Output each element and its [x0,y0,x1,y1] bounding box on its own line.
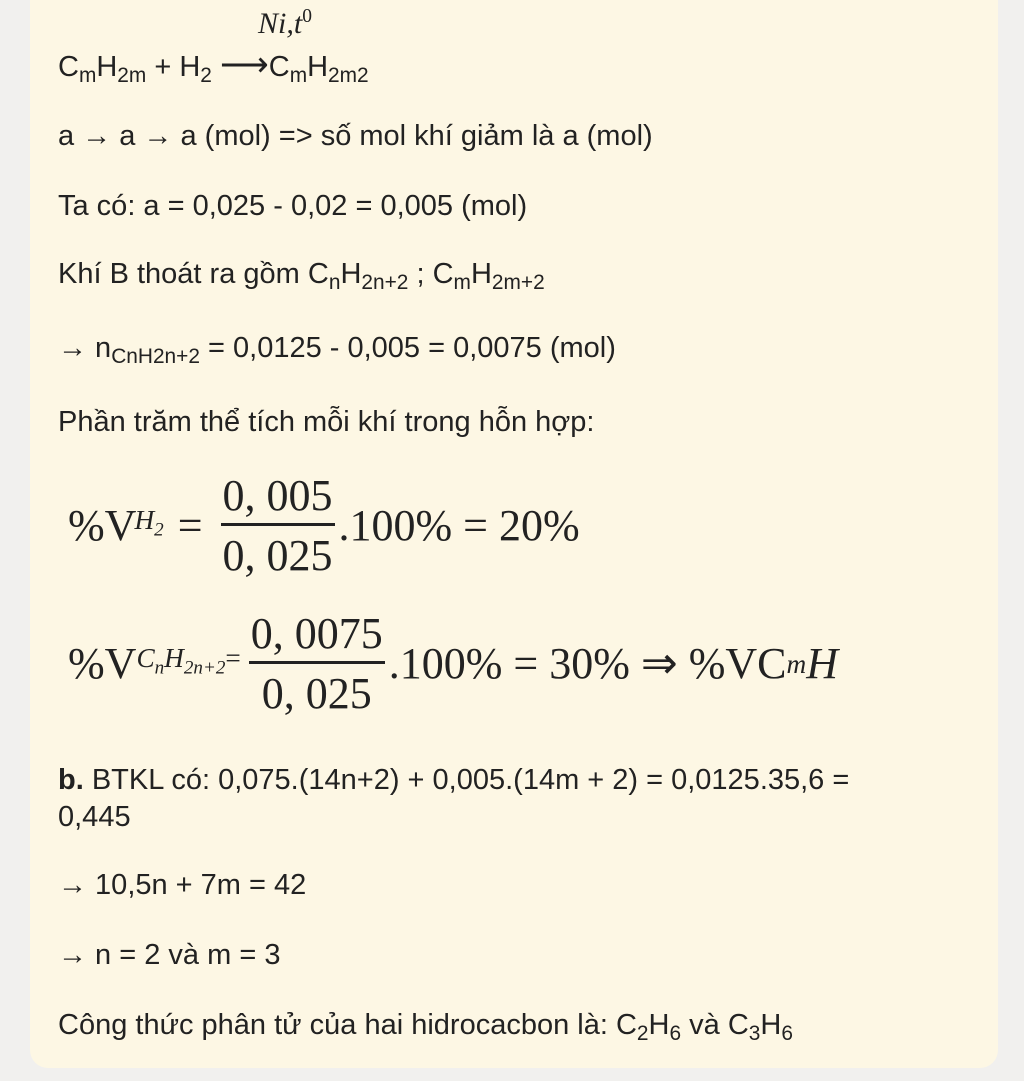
fraction-cnh2n2: $\frac{0, 0075}{0, 025}$ [250,609,383,718]
mol-line: a → a → a (mol) => số mol khí giảm là a (mol) [58,120,653,152]
reaction-arrow: ⟶ [219,46,269,84]
phan-tram-heading: Phần trăm thể tích mỗi khí trong hỗn hợp: [58,406,595,438]
n-line: → $n_{CnH2n+2} = 0,0125 - 0,005 = 0,0075$ (mol) [58,332,616,368]
fraction-h2: $\frac{0, 005}{0, 025}$ [222,471,333,580]
ta-co-line: Ta có: a = 0,025 - 0,02 = 0,005 (mol) [58,190,528,222]
formula-line: Công thức phân tử của hai hidrocacbon là: $C_2H_6$ và $C_3H_6$ [58,1009,793,1045]
part-b-line: b. BTKL có: 0,075.(14n+2) + 0,005.(14m + 2) = 0,0125.35,6 = [58,764,850,796]
reaction-condition: $Ni,t^0$ [258,6,312,40]
equation-line-a: → 10,5n + 7m = 42 [58,869,307,901]
reaction-equation: $C_mH_{2m} + H_2$ $⟶C_mH_{2m2}$ [58,46,369,87]
part-b-result: 0,445 [58,801,131,833]
equation-h2: %V $H_2$ = $\frac{0, 005}{0, 025}$ .100% = 20% [68,471,580,580]
content-card [30,0,998,1068]
equation-line-b: → n = 2 và m = 3 [58,939,281,971]
khi-b-line: Khí B thoát ra gồm $C_nH_{2n+2}$ ; $C_mH_{2m+2}$ [58,258,545,294]
equation-cnh2n2: %V $C_nH_{2n+2}=$ $\frac{0, 0075}{0, 025}$ .100% = 30% ⇒ %VC m H [68,609,839,718]
